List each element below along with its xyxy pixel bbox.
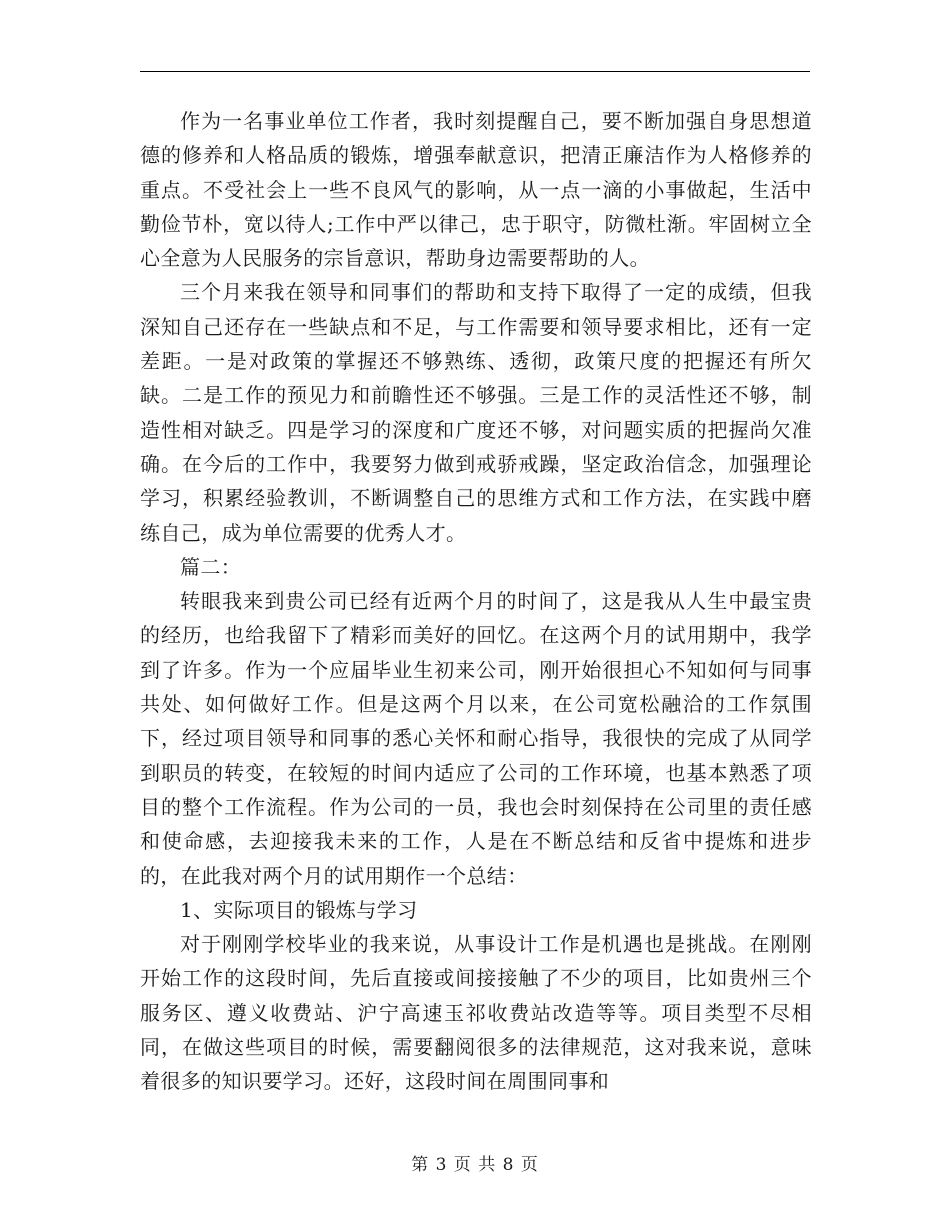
paragraph-3: 转眼我来到贵公司已经有近两个月的时间了，这是我从人生中最宝贵的经历，也给我留下了精彩而美好的回忆。在这两个月的试用期中，我学到了许多。作为一个应届毕业生初来公司，刚开始很担心不知如何与同事共处、如何做好工作。但是这两个月以来，在公司宽松融洽的工作氛围下，经过项目领导和同事的悉心关怀和耐心指导，我很快的完成了从同学到职员的转变，在较短的时间内适应了公司的工作环境，也基本熟悉了项目的整个工作流程。作为公司的一员，我也会时刻保持在公司里的责任感和使命感，去迎接我未来的工作，人是在不断总结和反省中提炼和进步的，在此我对两个月的试用期作一个总结： [140, 589, 812, 888]
header-rule [140, 71, 810, 72]
section-heading-part-two: 篇二： [180, 554, 242, 579]
paragraph-4: 对于刚刚学校毕业的我来说，从事设计工作是机遇也是挑战。在刚刚开始工作的这段时间，先后直接或间接接触了不少的项目，比如贵州三个服务区、遵义收费站、沪宁高速玉祁收费站改造等等。项目类型不尽相同，在做这些项目的时候，需要翻阅很多的法律规范，这对我来说，意味着很多的知识要学习。还好，这段时间在周围同事和 [140, 932, 812, 1094]
paragraph-1: 作为一名事业单位工作者，我时刻提醒自己，要不断加强自身思想道德的修养和人格品质的锻炼，增强奉献意识，把清正廉洁作为人格修养的重点。不受社会上一些不良风气的影响，从一点一滴的小事做起，生活中勤俭节朴，宽以待人;工作中严以律己，忠于职守，防微杜渐。牢固树立全心全意为人民服务的宗旨意识，帮助身边需要帮助的人。 [140, 109, 812, 271]
paragraph-2: 三个月来我在领导和同事们的帮助和支持下取得了一定的成绩，但我深知自己还存在一些缺点和不足，与工作需要和领导要求相比，还有一定差距。一是对政策的掌握还不够熟练、透彻，政策尺度的把握还有所欠缺。二是工作的预见力和前瞻性还不够强。三是工作的灵活性还不够，制造性相对缺乏。四是学习的深度和广度还不够，对问题实质的把握尚欠准确。在今后的工作中，我要努力做到戒骄戒躁，坚定政治信念，加强理论学习，积累经验教训，不断调整自己的思维方式和工作方法，在实践中磨练自己，成为单位需要的优秀人才。 [140, 280, 812, 545]
document-body [140, 104, 812, 1099]
page-number-footer: 第 3 页 共 8 页 [411, 1155, 539, 1175]
subheading-project-training: 1、实际项目的锻炼与学习 [180, 897, 418, 922]
